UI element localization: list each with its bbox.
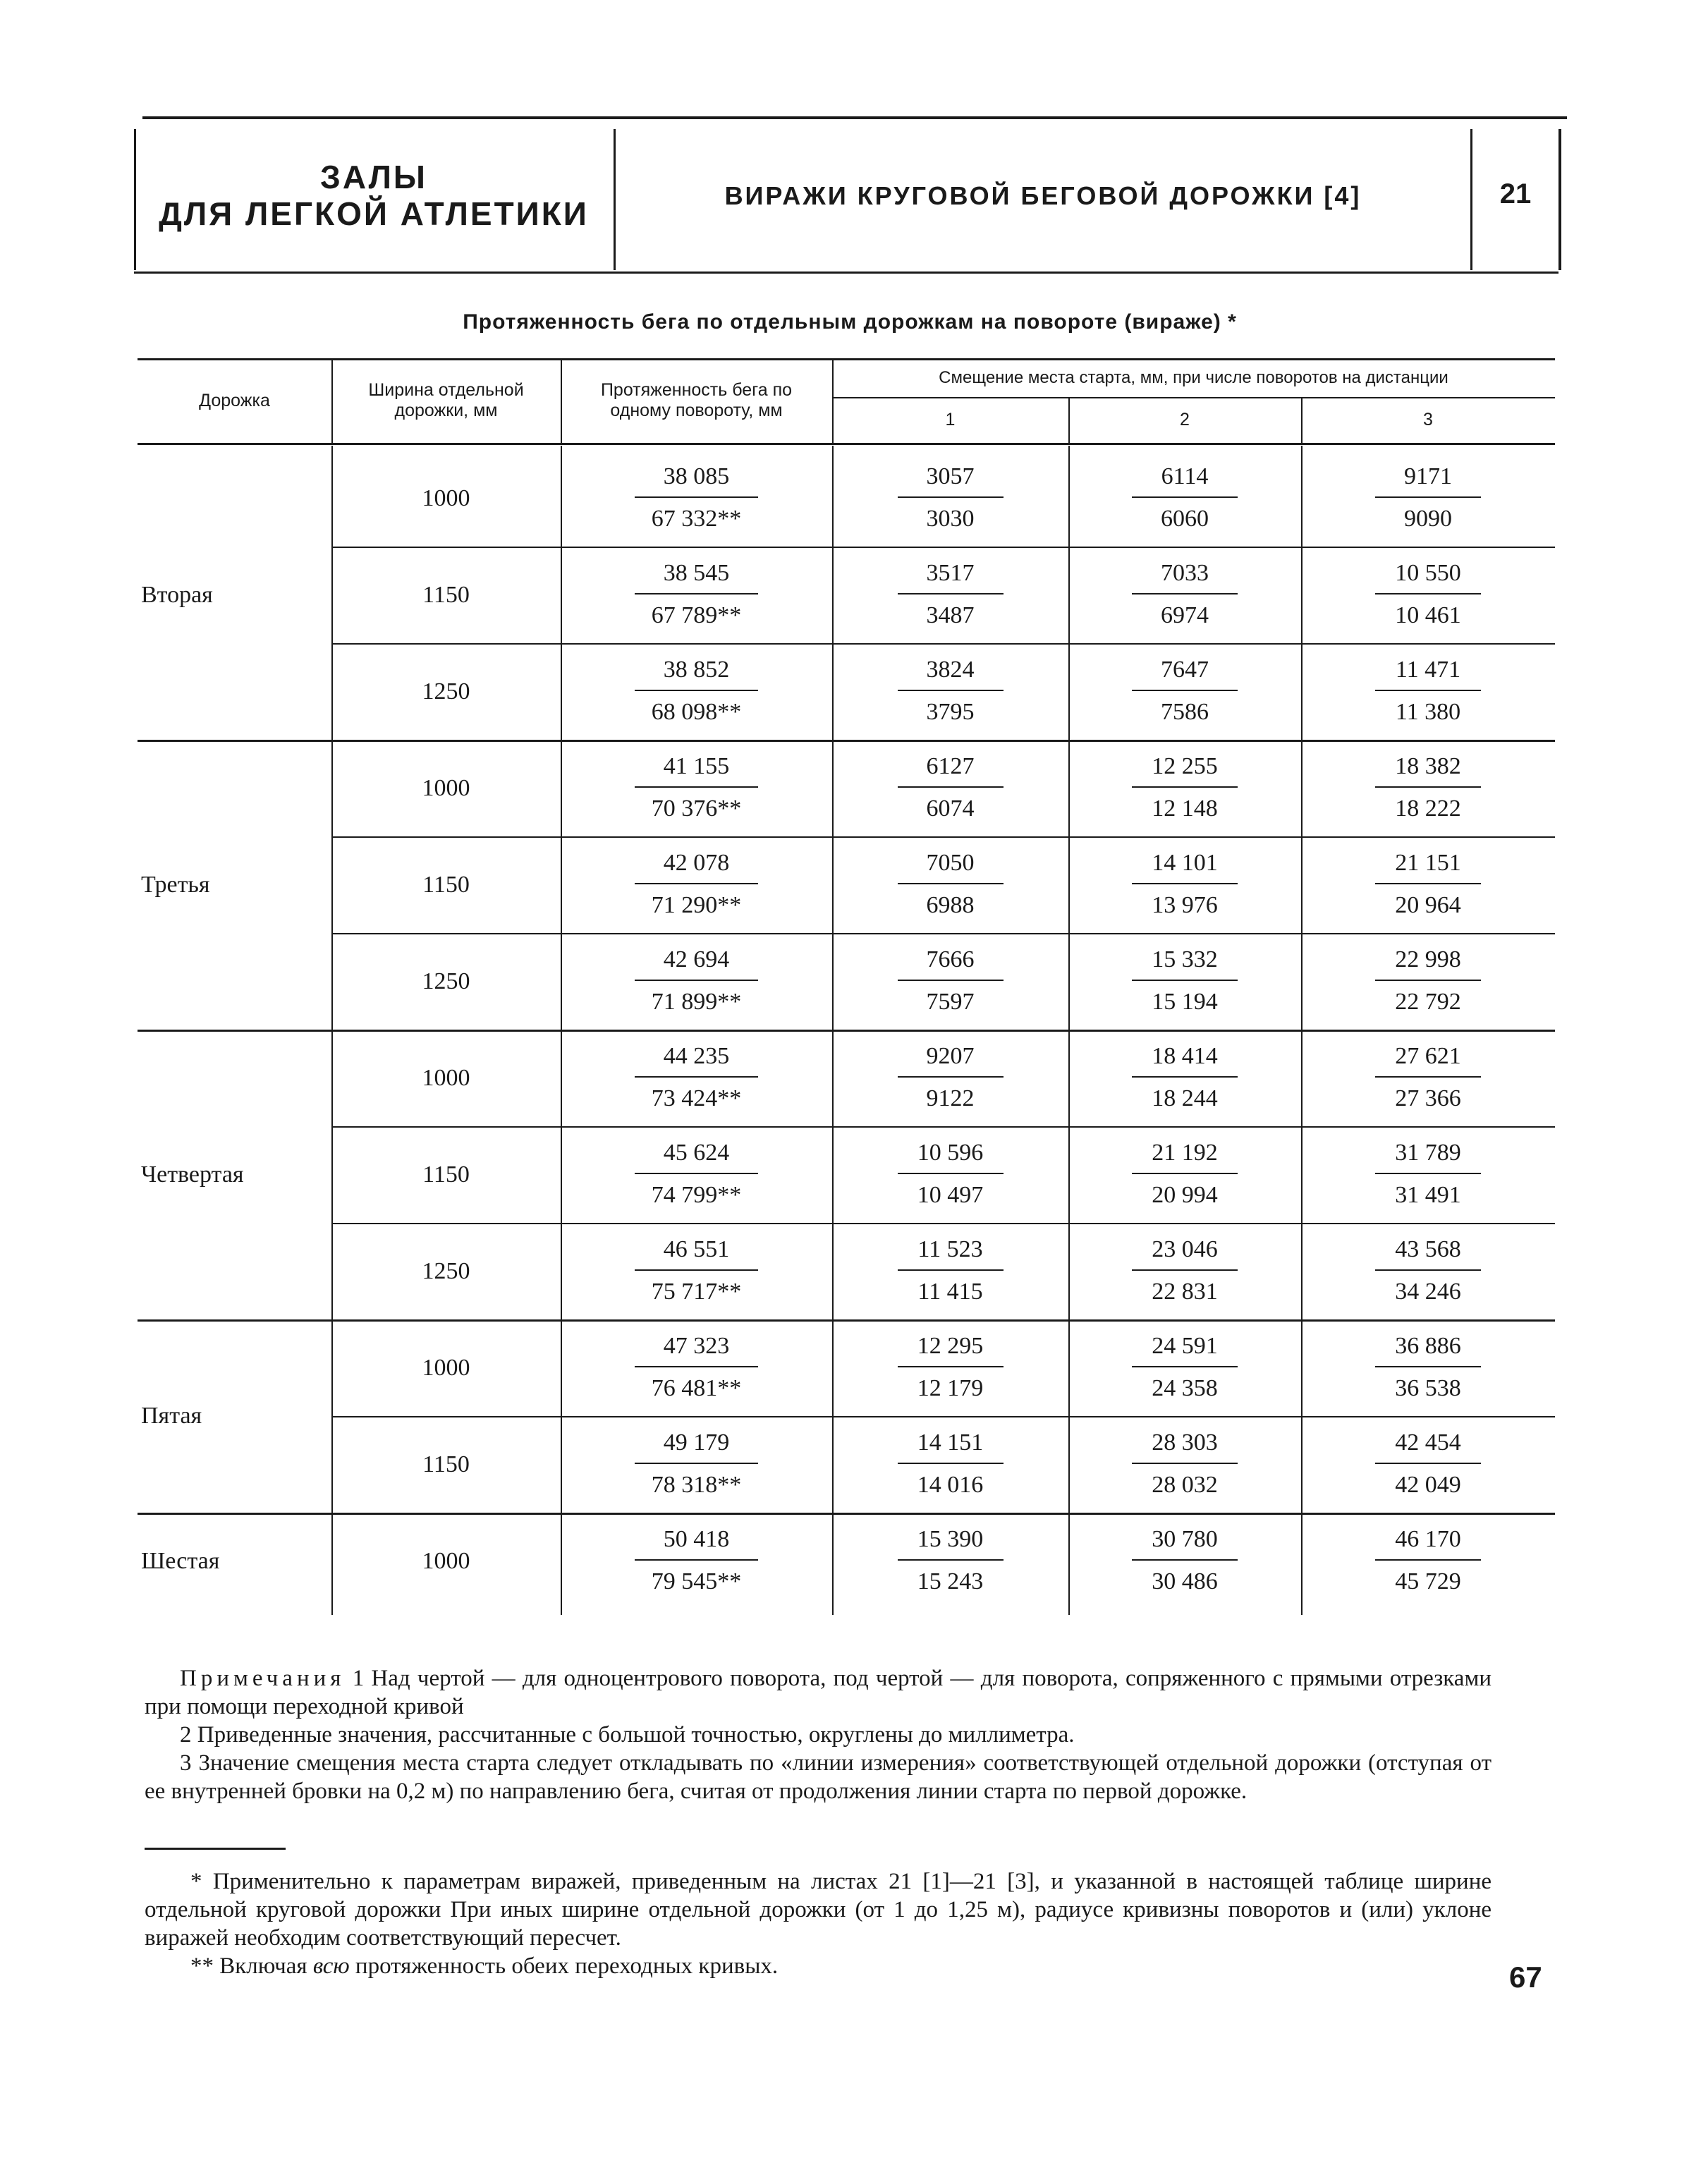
length-cell-numerator: 49 179 [663,1429,730,1456]
length-cell-denominator: 71 899** [651,989,742,1015]
track-name: Пятая [141,1403,202,1429]
length-cell-denominator: 75 717** [651,1279,742,1305]
header-track: Дорожка [199,390,270,410]
fraction-bar [1132,1269,1238,1271]
turn1-cell-numerator: 6127 [926,753,975,779]
turn3-cell-numerator: 46 170 [1395,1526,1461,1552]
fraction-bar [1132,1463,1238,1464]
header-divider-right [1558,129,1561,270]
length-cell-denominator: 74 799** [651,1182,742,1208]
turn2-cell-denominator: 28 032 [1152,1472,1218,1498]
fraction-bar [635,690,758,691]
fraction-bar [635,1366,758,1367]
turn2-cell-numerator: 7647 [1161,657,1209,683]
footnote-2-emphasis: всю [312,1953,350,1979]
fraction-bar [1132,1366,1238,1367]
width-cell: 1150 [422,581,470,608]
turn3-cell-numerator: 9171 [1404,463,1452,489]
turn2-cell [1114,1233,1255,1309]
turn3-cell [1358,556,1499,633]
length-cell [626,653,767,729]
turn2-cell-denominator: 30 486 [1152,1568,1218,1594]
fraction-bar [898,1173,1004,1174]
fraction-bar [635,1173,758,1174]
header-top-rule [142,116,1567,119]
footnote-2-prefix: ** Включая [190,1953,313,1979]
turn2-cell [1114,1136,1255,1212]
turn3-cell-denominator: 31 491 [1395,1182,1461,1208]
turn2-cell-denominator: 22 831 [1152,1279,1218,1305]
header-turns-2: 2 [1180,410,1190,429]
turn1-cell-numerator: 7666 [926,946,975,972]
header-turns-1: 1 [945,410,956,429]
note-3: 3 Значение смещения места старта следует откладывать по «линии измерения» соответствующей отдельной дорожки (отступая от ее внутренней бровки на 0,2 м) по направлению бега, считая от продолжения линии старта по первой дорожке. [145,1750,1492,1804]
turn1-cell-numerator: 14 151 [917,1429,984,1456]
length-cell [626,1329,767,1405]
fraction-bar [1375,1269,1481,1271]
fraction-bar [898,786,1004,788]
fraction-bar [1375,593,1481,594]
turn1-cell-denominator: 3030 [926,506,975,532]
turn1-cell-denominator: 12 179 [917,1375,984,1401]
turn3-cell-numerator: 11 471 [1395,657,1461,683]
turn1-cell [880,1039,1021,1116]
fraction-bar [1375,1559,1481,1561]
turn3-cell-numerator: 22 998 [1395,946,1461,972]
turn2-cell [1114,1426,1255,1502]
turn2-cell [1114,1523,1255,1599]
width-cell: 1150 [422,1451,470,1477]
table-caption: Протяженность бега по отдельным дорожкам на повороте (вираже) * [463,310,1237,334]
fraction-bar [898,1463,1004,1464]
turn3-cell-denominator: 18 222 [1395,795,1461,822]
turn1-cell-denominator: 6074 [926,795,975,822]
length-cell-denominator: 76 481** [651,1375,742,1401]
fraction-bar [635,593,758,594]
turn3-cell [1358,1233,1499,1309]
sheet-title: ВИРАЖИ КРУГОВОЙ БЕГОВОЙ ДОРОЖКИ [4] [724,181,1362,210]
fraction-bar [635,1076,758,1078]
turn2-cell-denominator: 13 976 [1152,892,1218,918]
fraction-bar [898,980,1004,981]
turn2-cell-denominator: 24 358 [1152,1375,1218,1401]
table-body-vline [561,446,562,1615]
table-body-vline [1301,446,1303,1615]
width-cell: 1000 [422,1354,470,1381]
fraction-bar [1132,1559,1238,1561]
turn2-cell-numerator: 6114 [1161,463,1209,489]
turn1-cell-denominator: 11 415 [917,1279,983,1305]
length-cell-denominator: 73 424** [651,1085,742,1111]
track-name: Четвертая [141,1161,244,1188]
turn3-cell [1358,846,1499,922]
turn1-cell-denominator: 10 497 [917,1182,984,1208]
sheet-header [134,116,1566,279]
length-cell [626,1136,767,1212]
length-cell-denominator: 67 332** [651,506,742,532]
turn1-cell-numerator: 3824 [926,657,975,683]
fraction-bar [635,1269,758,1271]
turn3-cell-numerator: 18 382 [1395,753,1461,779]
header-length-line2: одному повороту, мм [610,401,783,420]
section-title-line2: ДЛЯ ЛЕГКОЙ АТЛЕТИКИ [159,195,589,232]
length-cell-numerator: 50 418 [663,1526,730,1552]
turn2-cell-denominator: 15 194 [1152,989,1218,1015]
table-body-vline [832,446,834,1615]
turn2-cell-numerator: 24 591 [1152,1333,1218,1359]
fraction-bar [1375,1366,1481,1367]
turn2-cell-numerator: 28 303 [1152,1429,1218,1456]
table-body-vline [331,446,333,1615]
turn1-cell-denominator: 3795 [926,699,975,725]
fraction-bar [1375,690,1481,691]
turn1-cell [880,556,1021,633]
turn2-cell-numerator: 14 101 [1152,850,1218,876]
turn3-cell [1358,1329,1499,1405]
turn3-cell [1358,1136,1499,1212]
turn1-cell-numerator: 10 596 [917,1140,984,1166]
turn1-cell [880,1329,1021,1405]
turn3-cell-numerator: 10 550 [1395,560,1461,586]
track-name: Шестая [141,1547,220,1574]
fraction-bar [1132,786,1238,788]
length-cell [626,1233,767,1309]
width-cell: 1000 [422,774,470,801]
turn3-cell-numerator: 36 886 [1395,1333,1461,1359]
turn3-cell [1358,1039,1499,1116]
fraction-bar [898,1559,1004,1561]
length-cell [626,943,767,1019]
turn2-cell [1114,846,1255,922]
turn3-cell [1358,1523,1499,1599]
fraction-bar [1375,1173,1481,1174]
turn1-cell [880,846,1021,922]
note-1 [145,1664,1492,1721]
turn3-cell-denominator: 20 964 [1395,892,1461,918]
length-cell [626,1523,767,1599]
length-cell [626,1426,767,1502]
header-width-line1: Ширина отдельной [368,380,524,400]
turn3-cell [1358,943,1499,1019]
fraction-bar [1375,786,1481,788]
turn2-cell-denominator: 7586 [1161,699,1209,725]
turn3-cell-numerator: 42 454 [1395,1429,1461,1456]
turn2-cell [1114,943,1255,1019]
header-width [331,358,561,443]
turn3-cell [1358,653,1499,729]
turn1-cell-denominator: 9122 [926,1085,975,1111]
note-2: 2 Приведенные значения, рассчитанные с большой точностью, округлены до миллиметра. [180,1722,1075,1748]
turn1-cell-numerator: 3517 [926,560,975,586]
length-cell-numerator: 44 235 [663,1043,730,1069]
length-cell-denominator: 79 545** [651,1568,742,1594]
turn3-cell-denominator: 36 538 [1395,1375,1461,1401]
width-cell: 1000 [422,1547,470,1574]
turn1-cell [880,1136,1021,1212]
turn1-cell-denominator: 14 016 [917,1472,984,1498]
turn2-cell-denominator: 18 244 [1152,1085,1218,1111]
fraction-bar [898,1269,1004,1271]
page-number: 67 [1509,1960,1542,1994]
length-cell-numerator: 42 694 [663,946,730,972]
length-cell [626,460,767,536]
fraction-bar [898,496,1004,498]
turn3-cell-denominator: 27 366 [1395,1085,1461,1111]
fraction-bar [1375,883,1481,884]
turn1-cell-numerator: 9207 [926,1043,975,1069]
fraction-bar [898,690,1004,691]
length-cell [626,846,767,922]
width-cell: 1150 [422,1161,470,1188]
turn3-cell-denominator: 22 792 [1395,989,1461,1015]
fraction-bar [1375,1076,1481,1078]
width-cell: 1250 [422,1257,470,1284]
footnote-2 [145,1952,1492,1980]
turn3-cell-numerator: 27 621 [1395,1043,1461,1069]
notes-block [145,1664,1492,1805]
turn1-cell-denominator: 15 243 [917,1568,984,1594]
turn2-cell [1114,653,1255,729]
length-cell [626,750,767,826]
header-width-line2: дорожки, мм [394,401,498,420]
fraction-bar [1132,496,1238,498]
fraction-bar [635,1559,758,1561]
turn3-cell-numerator: 43 568 [1395,1236,1461,1262]
turn3-cell-denominator: 45 729 [1395,1568,1461,1594]
footnote-2-suffix: протяженность обеих переходных кривых. [349,1953,779,1979]
sheet-number: 21 [1499,178,1532,209]
turn3-cell-numerator: 31 789 [1395,1140,1461,1166]
turn1-cell [880,1233,1021,1309]
turn1-cell-numerator: 12 295 [917,1333,984,1359]
fraction-bar [635,786,758,788]
fraction-bar [1132,1076,1238,1078]
fraction-bar [1375,496,1481,498]
turn2-cell-numerator: 30 780 [1152,1526,1218,1552]
fraction-bar [1375,1463,1481,1464]
turn3-cell-denominator: 34 246 [1395,1279,1461,1305]
width-cell: 1250 [422,968,470,994]
turn2-cell-denominator: 20 994 [1152,1182,1218,1208]
turn2-cell-numerator: 7033 [1161,560,1209,586]
turn1-cell-numerator: 11 523 [917,1236,983,1262]
turn2-cell [1114,460,1255,536]
turn1-cell [880,943,1021,1019]
turn3-cell-numerator: 21 151 [1395,850,1461,876]
turn3-cell [1358,1426,1499,1502]
fraction-bar [1132,593,1238,594]
length-cell-denominator: 71 290** [651,892,742,918]
turn2-cell-denominator: 6974 [1161,602,1209,628]
width-cell: 1000 [422,484,470,511]
fraction-bar [635,980,758,981]
notes-label: Примечания [180,1666,346,1691]
turn3-cell-denominator: 42 049 [1395,1472,1461,1498]
footnote-rule [145,1848,286,1850]
turn2-cell-numerator: 12 255 [1152,753,1218,779]
header-length-line1: Протяженность бега по [600,380,793,400]
fraction-bar [1132,883,1238,884]
length-cell-numerator: 41 155 [663,753,730,779]
turn2-cell [1114,1039,1255,1116]
section-title-line1: ЗАЛЫ [320,159,427,195]
section-title [134,159,614,232]
turn1-cell [880,460,1021,536]
turn1-cell-denominator: 3487 [926,602,975,628]
turn-length-table [138,358,1569,1638]
fraction-bar [898,1366,1004,1367]
turn2-cell-denominator: 6060 [1161,506,1209,532]
note-1-text: 1 Над чертой — для одноцентрового поворота, под чертой — для поворота, сопряженного с прямыми отрезками при помощи переходной кривой [145,1666,1492,1719]
length-cell-numerator: 38 085 [663,463,730,489]
turn1-cell [880,1426,1021,1502]
turn3-cell-denominator: 10 461 [1395,602,1461,628]
length-cell-numerator: 38 545 [663,560,730,586]
length-cell [626,556,767,633]
fraction-bar [635,496,758,498]
fraction-bar [898,593,1004,594]
turn1-cell-numerator: 7050 [926,850,975,876]
turn1-cell-denominator: 6988 [926,892,975,918]
fraction-bar [1375,980,1481,981]
turn2-cell-numerator: 21 192 [1152,1140,1218,1166]
table-header-bottom-rule [138,443,1555,445]
length-cell-numerator: 46 551 [663,1236,730,1262]
fraction-bar [1132,980,1238,981]
turn3-cell [1358,750,1499,826]
track-name: Третья [141,871,210,898]
length-cell-denominator: 70 376** [651,795,742,822]
header-offset-group: Смещение места старта, мм, при числе поворотов на дистанции [939,368,1448,387]
header-length [561,358,832,443]
header-bottom-rule [134,272,1558,274]
turn1-cell [880,750,1021,826]
track-name: Вторая [141,581,213,608]
turn1-cell [880,653,1021,729]
width-cell: 1250 [422,678,470,705]
turn3-cell-denominator: 11 380 [1395,699,1461,725]
fraction-bar [635,1463,758,1464]
fraction-bar [898,883,1004,884]
turn2-cell-numerator: 18 414 [1152,1043,1218,1069]
turn2-cell-numerator: 23 046 [1152,1236,1218,1262]
length-cell [626,1039,767,1116]
turn2-cell-denominator: 12 148 [1152,795,1218,822]
length-cell-numerator: 38 852 [663,657,730,683]
header-turns-3: 3 [1423,410,1433,429]
length-cell-denominator: 78 318** [651,1472,742,1498]
fraction-bar [1132,1173,1238,1174]
turn2-cell [1114,1329,1255,1405]
length-cell-numerator: 45 624 [663,1140,730,1166]
length-cell-numerator: 47 323 [663,1333,730,1359]
length-cell-denominator: 68 098** [651,699,742,725]
fraction-bar [635,883,758,884]
footnote-1: * Применительно к параметрам виражей, приведенным на листах 21 [1]—21 [3], и указанной в настоящей таблице ширине отдельной круговой дорожки При иных ширине отдельной дорожки (от 1 до 1,25 м), радиусе кривизны поворотов и (или) уклоне виражей необходим соответствующий пересчет. [145,1869,1492,1951]
width-cell: 1000 [422,1064,470,1091]
fraction-bar [898,1076,1004,1078]
turn1-cell-numerator: 3057 [926,463,975,489]
width-cell: 1150 [422,871,470,898]
length-cell-numerator: 42 078 [663,850,730,876]
turn3-cell-denominator: 9090 [1404,506,1452,532]
turn1-cell-denominator: 7597 [926,989,975,1015]
turn1-cell [880,1523,1021,1599]
turn2-cell [1114,750,1255,826]
turn2-cell-numerator: 15 332 [1152,946,1218,972]
fraction-bar [1132,690,1238,691]
length-cell-denominator: 67 789** [651,602,742,628]
footnotes-block [145,1867,1492,1980]
turn1-cell-numerator: 15 390 [917,1526,984,1552]
table-body-vline [1068,446,1070,1615]
turn3-cell [1358,460,1499,536]
turn2-cell [1114,556,1255,633]
